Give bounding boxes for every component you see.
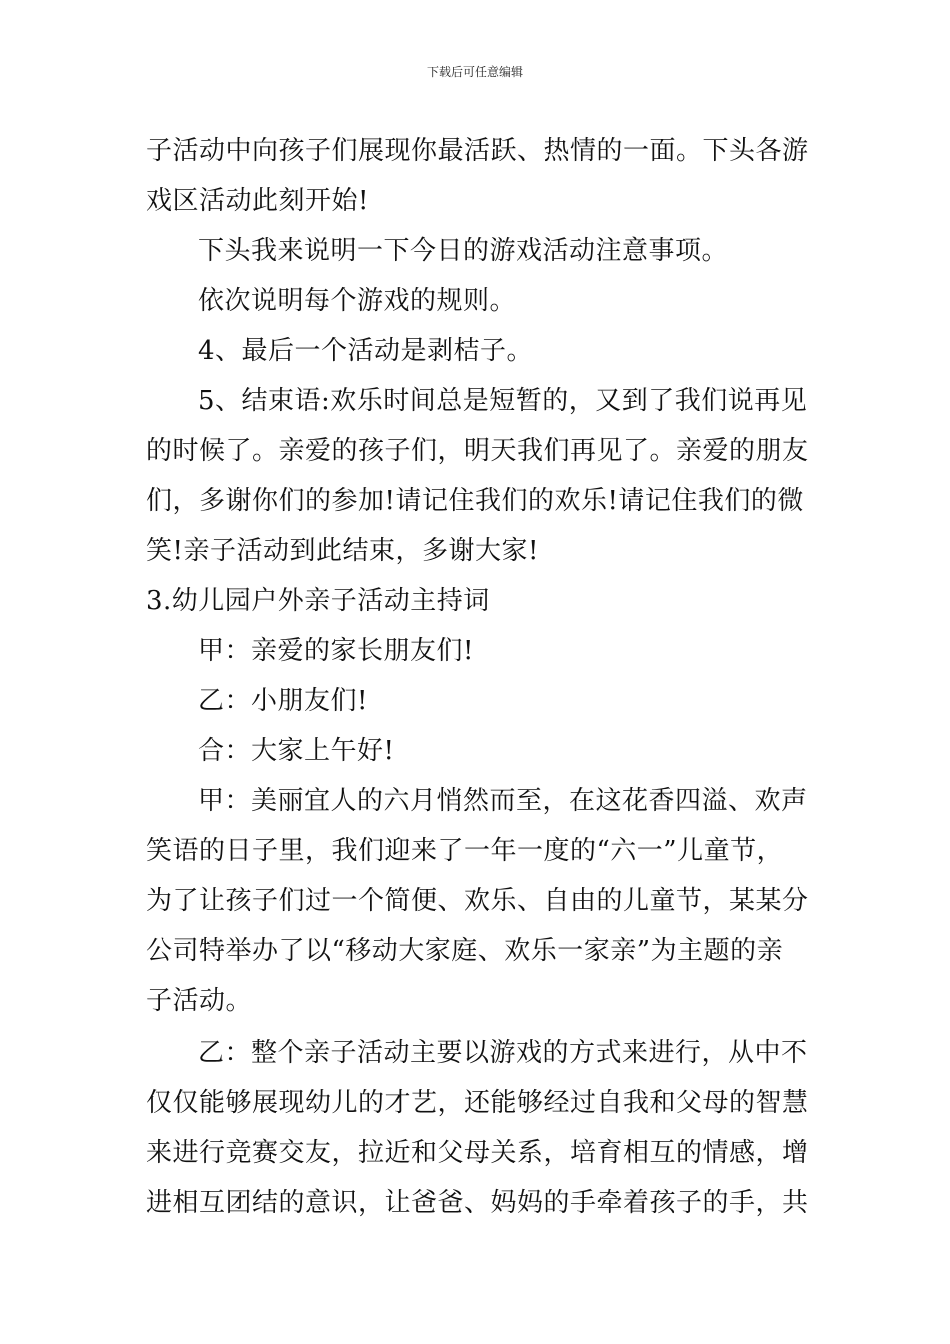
text-line: 子活动中向孩子们展现你最活跃、热情的一面。下头各游 xyxy=(146,136,809,166)
text-line: 笑语的日子里，我们迎来了一年一度的“六一”儿童节， xyxy=(146,836,784,866)
text-line: 甲：亲爱的家长朋友们! xyxy=(198,636,474,666)
text-line: 依次说明每个游戏的规则。 xyxy=(198,286,517,316)
text-line: 的时候了。亲爱的孩子们，明天我们再见了。亲爱的朋友 xyxy=(146,436,809,466)
document-body xyxy=(146,126,808,1228)
text-line: 5、结束语:欢乐时间总是短暂的，又到了我们说再见 xyxy=(198,386,808,416)
text-line: 笑!亲子活动到此结束，多谢大家! xyxy=(146,536,539,566)
text-line: 戏区活动此刻开始! xyxy=(146,186,369,216)
text-line: 乙：小朋友们! xyxy=(198,686,368,716)
text-line: 为了让孩子们过一个简便、欢乐、自由的儿童节，某某分 xyxy=(146,886,809,916)
text-line: 公司特举办了以“移动大家庭、欢乐一家亲”为主题的亲 xyxy=(146,936,784,966)
page-header-note: 下载后可任意编辑 xyxy=(426,65,523,79)
text-line: 进相互团结的意识，让爸爸、妈妈的手牵着孩子的手，共 xyxy=(146,1188,809,1218)
text-line: 乙：整个亲子活动主要以游戏的方式来进行，从中不 xyxy=(198,1038,808,1068)
text-line: 4、最后一个活动是剥桔子。 xyxy=(198,336,534,366)
text-line: 甲：美丽宜人的六月悄然而至，在这花香四溢、欢声 xyxy=(198,786,808,816)
text-line: 来进行竞赛交友，拉近和父母关系，培育相互的情感，增 xyxy=(146,1138,809,1168)
text-line: 子活动。 xyxy=(146,986,253,1016)
text-line: 们，多谢你们的参加!请记住我们的欢乐!请记住我们的微 xyxy=(146,486,804,516)
section-heading: 3.幼儿园户外亲子活动主持词 xyxy=(146,586,490,616)
text-line: 合：大家上午好! xyxy=(198,736,395,766)
text-line: 仅仅能够展现幼儿的才艺，还能够经过自我和父母的智慧 xyxy=(146,1088,809,1118)
text-line: 下头我来说明一下今日的游戏活动注意事项。 xyxy=(198,236,729,266)
